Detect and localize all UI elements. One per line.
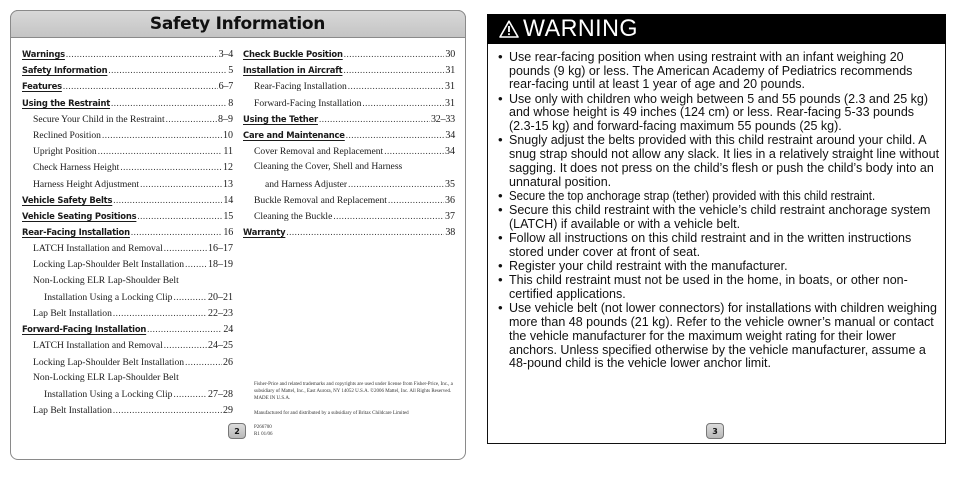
toc-entry-page: 16–17 — [208, 243, 233, 255]
toc-entry-reclined-position — [22, 127, 233, 143]
toc-leader-dots — [164, 337, 207, 353]
toc-entry-label: Harness Height Adjustment — [33, 178, 140, 190]
toc-entry-label: Forward-Facing Installation — [254, 97, 362, 109]
toc-entry-and-harness-adjuster — [243, 176, 455, 192]
toc-leader-dots — [66, 46, 218, 62]
toc-entry-label: Cleaning the Buckle — [254, 210, 333, 222]
toc-entry-label: Vehicle Seating Positions — [22, 210, 137, 221]
toc-entry-page: 5 — [228, 65, 233, 77]
toc-entry-label: Check Buckle Position — [243, 49, 343, 59]
toc-entry-label: Cover Removal and Replacement — [254, 146, 384, 158]
toc-entry-label: Warnings — [22, 49, 65, 59]
legal-notice — [254, 381, 454, 438]
toc-entry-label: Installation Using a Locking Clip — [44, 291, 173, 303]
toc-leader-dots — [137, 208, 222, 224]
toc-leader-dots — [113, 305, 207, 321]
toc-entry-features — [22, 78, 233, 94]
toc-entry-label: Upright Position — [33, 146, 97, 158]
toc-entry-label: Care and Maintenance — [243, 129, 345, 140]
warning-item-text: • Snugly adjust the belts provided with this child restraint around your child. A snug strap should not allow any slack. It lies in a relatively straight line without sagging. It does not press on the child’s flesh or push the child’s body into an unnatural position. — [509, 132, 940, 189]
toc-entry-label: Vehicle Safety Belts — [22, 194, 113, 205]
warning-item — [498, 301, 942, 370]
toc-entry-cleaning-the-buckle — [243, 208, 455, 224]
toc-entry-page: 31 — [445, 81, 455, 93]
toc-leader-dots — [147, 321, 222, 337]
toc-entry-locking-lap-shoulder-belt-installation — [22, 256, 233, 272]
toc-entry-page: 36 — [445, 194, 455, 206]
manufacturer-notice: Manufactured for and distributed by a subsidiary of Britax Childcare Limited — [254, 410, 409, 416]
toc-entry-page: 27–28 — [208, 388, 233, 400]
warning-item — [498, 50, 942, 91]
toc-entry-label: Lap Belt Installation — [33, 405, 112, 417]
toc-entry-page: 8–9 — [218, 113, 233, 125]
warning-triangle-icon — [499, 20, 519, 38]
warning-item — [498, 203, 942, 230]
toc-entry-page: 3–4 — [218, 49, 233, 60]
toc-entry-page: 34 — [445, 146, 455, 158]
warning-item-text: • Use vehicle belt (not lower connectors) for installations with children weighing more than 48 pounds (21 kg). Refer to the vehicle owner’s manual or contact the vehicle manufacturer for the maximum weight rating for their lower anchors. Unless specified otherwise by the vehicle manufacturer, assume a 48-pound child is the vehicle lower anchor limit. — [509, 300, 937, 371]
toc-entry-page: 29 — [223, 405, 233, 417]
toc-entry-rear-facing-installation — [22, 224, 233, 240]
warning-item-text: • Use only with children who weigh between 5 and 55 pounds (2.3 and 25 kg) and whose height is 49 inches (124 cm) or less. Rear-facing 5-33 pounds (2.3-15 kg) and forward-facing maximum 55 pounds (25 kg). — [509, 90, 928, 134]
warning-item-text: • Secure the top anchorage strap (tether) provided with this child restraint. — [509, 187, 876, 203]
toc-entry-care-and-maintenance — [243, 127, 455, 143]
toc-leader-dots — [348, 78, 444, 94]
toc-entry-label: Installation in Aircraft — [243, 65, 343, 76]
toc-entry-label: Reclined Position — [33, 129, 101, 141]
toc-entry-non-locking-elr-lap-shoulder-belt — [22, 273, 233, 289]
toc-entry-cleaning-the-cover-shell-and-harness — [243, 159, 455, 175]
toc-entry-label: Safety Information — [22, 65, 108, 76]
toc-entry-locking-lap-shoulder-belt-installation — [22, 354, 233, 370]
toc-entry-label: Lap Belt Installation — [33, 308, 112, 319]
toc-entry-label: Using the Restraint — [22, 97, 111, 108]
toc-leader-dots — [166, 111, 217, 127]
toc-entry-warranty — [243, 224, 455, 240]
toc-entry-latch-installation-and-removal — [22, 337, 233, 353]
warning-heading: WARNING — [523, 14, 638, 42]
toc-entry-warnings — [22, 46, 233, 62]
warning-item — [498, 92, 942, 133]
page-title: Safety Information — [149, 13, 326, 34]
toc-leader-dots — [185, 256, 207, 272]
toc-entry-label: Check Harness Height — [33, 162, 120, 174]
toc-entry-page: 20–21 — [208, 291, 233, 303]
toc-entry-check-buckle-position — [243, 46, 455, 62]
warning-item-text: • Use rear-facing position when using restraint with an infant weighing 20 pounds (9 kg) or less. The American Academy of Pediatrics recommends rear-facing until at least 1 year of age and 20 pounds. — [509, 49, 913, 92]
page-number-left: 2 — [228, 423, 246, 439]
toc-entry-using-the-tether — [243, 111, 455, 127]
toc-entry-cover-removal-and-replacement — [243, 143, 455, 159]
toc-leader-dots — [388, 192, 444, 208]
toc-entry-page: 12 — [223, 162, 233, 174]
toc-entry-page: 24 — [223, 324, 233, 336]
toc-entry-page: 15 — [223, 210, 233, 222]
toc-entry-label: Non-Locking ELR Lap-Shoulder Belt — [33, 371, 179, 383]
warning-list — [498, 50, 942, 371]
toc-entry-label: Features — [22, 81, 62, 92]
toc-entry-upright-position — [22, 143, 233, 159]
toc-entry-label: Locking Lap-Shoulder Belt Installation — [33, 259, 185, 271]
trademark-notice: Fisher-Price and related trademarks and copyrights are used under license from Fisher-Price, Inc., a subsidiary of Mattel, Inc., East Aurora, NY 14052 U.S.A. ©2006 Mattel, Inc. All Rights Reserved. MADE IN U.S.A. — [254, 382, 453, 402]
warning-item-text: • Follow all instructions on this child restraint and in the written instructions stored under cover at front of seat. — [509, 230, 912, 259]
right-page — [487, 14, 946, 444]
warning-item — [498, 189, 942, 203]
toc-leader-dots — [346, 127, 445, 143]
part-number: P266700 — [254, 424, 272, 430]
toc-entry-label: Forward-Facing Installation — [22, 324, 147, 335]
toc-entry-page: 31 — [445, 65, 455, 77]
toc-entry-buckle-removal-and-replacement — [243, 192, 455, 208]
toc-entry-page: 30 — [445, 49, 455, 60]
toc-entry-label: LATCH Installation and Removal — [33, 243, 163, 255]
toc-entry-installation-using-a-locking-clip — [22, 386, 233, 402]
toc-entry-label: Rear-Facing Installation — [254, 81, 347, 93]
toc-leader-dots — [344, 46, 445, 62]
toc-entry-harness-height-adjustment — [22, 176, 233, 192]
toc-leader-dots — [111, 95, 227, 111]
toc-leader-dots — [384, 143, 444, 159]
toc-entry-page: 11 — [223, 146, 233, 158]
toc-leader-dots — [173, 289, 207, 305]
toc-entry-page: 16 — [223, 227, 233, 239]
toc-leader-dots — [140, 176, 222, 192]
toc-leader-dots — [113, 192, 222, 208]
toc-entry-label: and Harness Adjuster — [265, 178, 348, 190]
toc-entry-non-locking-elr-lap-shoulder-belt — [22, 370, 233, 386]
toc-entry-page: 22–23 — [208, 308, 233, 319]
toc-entry-label: Rear-Facing Installation — [22, 227, 130, 238]
toc-entry-page: 18–19 — [208, 259, 233, 271]
toc-entry-page: 35 — [445, 178, 455, 190]
toc-leader-dots — [185, 354, 222, 370]
toc-entry-label: Buckle Removal and Replacement — [254, 194, 387, 206]
toc-entry-vehicle-seating-positions — [22, 208, 233, 224]
toc-leader-dots — [333, 208, 444, 224]
toc-entry-installation-using-a-locking-clip — [22, 289, 233, 305]
toc-leader-dots — [343, 62, 444, 78]
toc-entry-page: 26 — [223, 356, 233, 368]
toc-leader-dots — [113, 402, 222, 418]
toc-entry-label: Warranty — [243, 227, 286, 238]
toc-leader-dots — [362, 95, 444, 111]
toc-entry-page: 24–25 — [208, 340, 233, 352]
toc-leader-dots — [98, 143, 223, 159]
toc-entry-page: 32–33 — [430, 113, 455, 125]
warning-item — [498, 231, 942, 258]
toc-entry-page: 38 — [445, 227, 455, 239]
warning-item — [498, 133, 942, 188]
warning-item-text: • This child restraint must not be used in the home, in boats, or other non-certified applications. — [509, 272, 908, 302]
toc-entry-label: Secure Your Child in the Restraint — [33, 113, 165, 125]
toc-column-1 — [22, 46, 233, 418]
toc-entry-label: Cleaning the Cover, Shell and Harness — [254, 161, 403, 173]
toc-leader-dots — [173, 386, 207, 402]
toc-entry-label: LATCH Installation and Removal — [33, 340, 163, 352]
toc-leader-dots — [102, 127, 222, 143]
toc-entry-safety-information — [22, 62, 233, 78]
toc-entry-page: 34 — [445, 129, 455, 141]
toc-leader-dots — [348, 176, 444, 192]
toc-entry-page: 10 — [223, 129, 233, 141]
toc-leader-dots — [286, 224, 444, 240]
toc-entry-label: Using the Tether — [243, 113, 318, 124]
toc-entry-secure-your-child-in-the-restraint — [22, 111, 233, 127]
toc-leader-dots — [131, 224, 223, 240]
safety-information-header — [10, 10, 466, 38]
toc-entry-page: 37 — [445, 210, 455, 222]
toc-entry-forward-facing-installation — [243, 95, 455, 111]
toc-entry-label: Installation Using a Locking Clip — [44, 388, 173, 400]
toc-entry-page: 14 — [223, 194, 233, 206]
warning-item-text: • Register your child restraint with the manufacturer. — [509, 258, 788, 274]
revision-date: R1 01/06 — [254, 432, 273, 438]
toc-entry-page: 13 — [223, 178, 233, 190]
toc-entry-label: Non-Locking ELR Lap-Shoulder Belt — [33, 274, 179, 286]
warning-header — [487, 14, 946, 44]
toc-leader-dots — [120, 159, 222, 175]
left-page — [10, 10, 466, 460]
toc-entry-vehicle-safety-belts — [22, 192, 233, 208]
toc-column-2 — [243, 46, 455, 240]
toc-leader-dots — [319, 111, 430, 127]
toc-entry-using-the-restraint — [22, 95, 233, 111]
toc-entry-lap-belt-installation — [22, 402, 233, 418]
toc-entry-page: 31 — [445, 97, 455, 109]
toc-entry-latch-installation-and-removal — [22, 240, 233, 256]
toc-entry-installation-in-aircraft — [243, 62, 455, 78]
toc-entry-check-harness-height — [22, 159, 233, 175]
toc-entry-lap-belt-installation — [22, 305, 233, 321]
toc-entry-forward-facing-installation — [22, 321, 233, 337]
toc-leader-dots — [164, 240, 207, 256]
toc-entry-label: Locking Lap-Shoulder Belt Installation — [33, 356, 185, 368]
warning-item-text: • Secure this child restraint with the vehicle’s child restraint anchorage system (LATCH) if available or with a vehicle belt. — [509, 202, 931, 231]
toc-entry-rear-facing-installation — [243, 78, 455, 94]
toc-leader-dots — [63, 78, 218, 94]
toc-leader-dots — [108, 62, 227, 78]
warning-item — [498, 273, 942, 300]
page-number-right: 3 — [706, 423, 724, 439]
toc-entry-page: 8 — [228, 97, 233, 109]
warning-item — [498, 259, 942, 273]
toc-entry-page: 6–7 — [218, 81, 233, 93]
